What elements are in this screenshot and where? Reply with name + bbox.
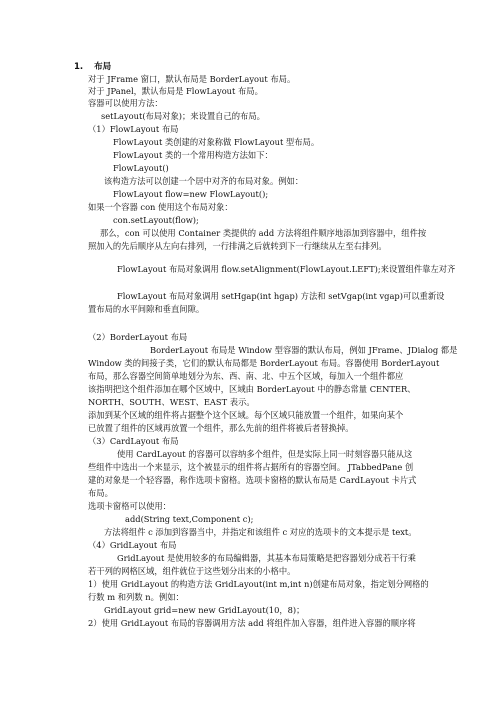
code-line: con.setLayout(flow); — [113, 215, 199, 225]
text-line: 照加入的先后顺序从左向右排列，一行排满之后就转到下一行继续从左至右排列。 — [88, 241, 387, 251]
text-line: 方法将组件 c 添加到容器当中，并指定和该组件 c 对应的选项卡的文本提示是 text。 — [104, 527, 417, 537]
text-line: 布局。 — [88, 488, 113, 498]
text-line: 容器可以使用方法： — [88, 98, 163, 108]
text-line: setLayout(布局对象)；来设置自己的布局。 — [101, 111, 265, 121]
code-line: FlowLayout() — [113, 163, 169, 173]
text-line: FlowLayout 类的一个常用构造方法如下： — [113, 150, 273, 160]
text-line: GridLayout 是使用较多的布局编辑器，其基本布局策略是把容器划分成若干行乘 — [117, 553, 416, 563]
section-number: 1. — [74, 62, 84, 72]
text-line: 若干列的网格区域，组件就位于这些划分出来的小格中。 — [88, 566, 296, 576]
text-line: FlowLayout 类创建的对象称做 FlowLayout 型布局。 — [113, 137, 320, 147]
text-line: 2）使用 GridLayout 布局的容器调用方法 add 将组件加入容器，组件进入容器的顺序将 — [88, 618, 416, 628]
text-line: 使用 CardLayout 的容器可以容纳多个组件，但是实际上同一时刻容器只能从这 — [117, 449, 413, 459]
text-line: 些组件中选出一个来显示，这个被显示的组件将占据所有的容器空间。 JTabbedPane 创 — [88, 462, 414, 472]
text-line: 该构造方法可以创建一个居中对齐的布局对象。例如： — [104, 176, 304, 186]
text-line: 对于 JPanel，默认布局是 FlowLayout 布局。 — [88, 86, 263, 96]
subheading-cardlayout: （3）CardLayout 布局 — [88, 436, 179, 446]
text-line: 1）使用 GridLayout 的构造方法 GridLayout(int m,int n)创建布局对象，指定划分网格的 — [88, 579, 429, 589]
text-line: 添加到某个区域的组件将占据整个这个区域。每个区域只能放置一个组件，如果向某个 — [88, 410, 404, 420]
text-line: 那么，con 可以使用 Container 类提供的 add 方法将组件顺序地添加到容器中，组件按 — [100, 228, 427, 238]
code-line: FlowLayout flow=new FlowLayout(); — [113, 189, 269, 199]
text-line: 已放置了组件的区域再放置一个组件，那么先前的组件将被后者替换掉。 — [88, 423, 354, 433]
text-line: 对于 JFrame 窗口，默认布局是 BorderLayout 布局。 — [88, 74, 296, 84]
text-line: BorderLayout 布局是 Window 型容器的默认布局，例如 JFrame、JDialog 都是 — [150, 345, 458, 355]
code-line: add(String text,Component c); — [125, 514, 254, 524]
text-line: FlowLayout 布局对象调用 flow.setAlignment(FlowLayout.LEFT);来设置组件靠左对齐 — [117, 264, 456, 274]
text-line: FlowLayout 布局对象调用 setHgap(int hgap) 方法和 setVgap(int vgap)可以重新设 — [117, 291, 445, 301]
code-line: GridLayout grid=new new GridLayout(10，8)； — [104, 605, 305, 615]
subheading-flowlayout: （1）FlowLayout 布局 — [88, 124, 179, 134]
section-heading — [74, 62, 111, 73]
text-line: 如果一个容器 con 使用这个布局对象： — [88, 202, 233, 212]
text-line: Window 类的间接子类，它们的默认布局都是 BorderLayout 布局。容器使用 BorderLayout — [88, 358, 440, 368]
text-line: 选项卡窗格可以使用： — [88, 501, 171, 511]
section-title: 布局 — [94, 62, 112, 72]
text-line: 该指明把这个组件添加在哪个区域中，区域由 BorderLayout 中的静态常量 CENTER、 — [88, 384, 416, 394]
subheading-gridlayout: （4）GridLayout 布局 — [88, 540, 177, 550]
text-line: 置布局的水平间隙和垂直间隙。 — [88, 304, 205, 314]
text-line: 行数 m 和列数 n。例如： — [88, 592, 184, 602]
text-line: NORTH、SOUTH、WEST、EAST 表示。 — [88, 397, 255, 407]
subheading-borderlayout: （2）BorderLayout 布局 — [88, 332, 188, 342]
text-line: 布局，那么容器空间简单地划分为东、西、南、北、中五个区域，每加入一个组件都应 — [88, 371, 404, 381]
text-line: 建的对象是一个轻容器，称作选项卡窗格。选项卡窗格的默认布局是 CardLayout 卡片式 — [88, 475, 417, 485]
